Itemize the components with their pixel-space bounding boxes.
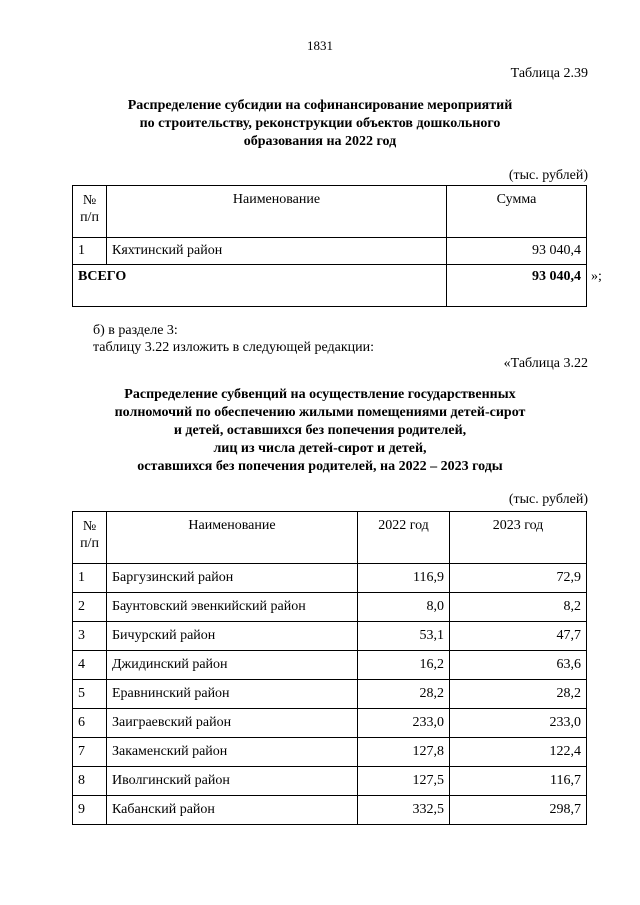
table1-title [60,97,580,151]
header-num [73,186,107,238]
row-y2023: 8,2 [450,593,587,622]
row-y2023: 28,2 [450,680,587,709]
header-num [73,512,107,564]
table1-label: Таблица 2.39 [510,66,588,81]
row-num: 1 [73,564,107,593]
row-num: 6 [73,709,107,738]
row-name: Джидинский район [107,651,358,680]
table1-units: (тыс. рублей) [508,168,588,183]
row-num: 7 [73,738,107,767]
row-num: 2 [73,593,107,622]
total-sum: 93 040,4 [447,265,587,307]
header-num-line2: п/п [80,536,99,551]
table2-title-line: лиц из числа детей-сирот и детей, [213,441,427,456]
row-y2022: 28,2 [358,680,450,709]
table1-title-line: по строительству, реконструкции объектов дошкольного [139,116,501,131]
header-sum: Сумма [447,186,587,238]
row-name: Баргузинский район [107,564,358,593]
header-name: Наименование [107,512,358,564]
table-row [73,680,587,709]
header-num-line1: № [82,193,97,208]
row-name: Еравнинский район [107,680,358,709]
row-num: 4 [73,651,107,680]
total-row [73,265,587,307]
table-row [73,796,587,825]
header-num-line1: № [82,519,97,534]
table-row [73,709,587,738]
row-y2023: 47,7 [450,622,587,651]
page-number: 1831 [307,38,333,53]
table2-title-line: и детей, оставшихся без попечения родителей, [173,423,467,438]
row-y2023: 72,9 [450,564,587,593]
subsidy-table [72,185,587,307]
row-name: Иволгинский район [107,767,358,796]
table1-title-line: образования на 2022 год [243,134,397,149]
table-row [73,238,587,265]
row-num: 8 [73,767,107,796]
header-2022: 2022 год [358,512,450,564]
row-name: Баунтовский эвенкийский район [107,593,358,622]
row-name: Кабанский район [107,796,358,825]
row-name: Закаменский район [107,738,358,767]
row-y2022: 116,9 [358,564,450,593]
row-y2022: 233,0 [358,709,450,738]
table-row [73,622,587,651]
row-y2022: 127,8 [358,738,450,767]
table-row [73,651,587,680]
table2-title-line: полномочий по обеспечению жилыми помещениями детей-сирот [114,405,526,420]
row-y2022: 8,0 [358,593,450,622]
table2-label: «Таблица 3.22 [503,356,588,371]
table2-title-line: Распределение субвенций на осуществление государственных [124,387,516,402]
row-sum: 93 040,4 [447,238,587,265]
row-y2023: 122,4 [450,738,587,767]
row-y2022: 332,5 [358,796,450,825]
row-name: Заиграевский район [107,709,358,738]
table-row [73,738,587,767]
row-y2023: 298,7 [450,796,587,825]
table-row [73,564,587,593]
table-row [73,593,587,622]
total-label: ВСЕГО [73,265,447,307]
row-y2022: 53,1 [358,622,450,651]
row-y2023: 233,0 [450,709,587,738]
row-name: Кяхтинский район [107,238,447,265]
table-header-row [73,512,587,564]
row-num: 3 [73,622,107,651]
table2-title [60,386,580,476]
row-y2022: 127,5 [358,767,450,796]
table2-title-line: оставшихся без попечения родителей, на 2022 – 2023 годы [137,459,503,474]
row-name: Бичурский район [107,622,358,651]
header-2023: 2023 год [450,512,587,564]
row-y2023: 63,6 [450,651,587,680]
header-name: Наименование [107,186,447,238]
table-header-row [73,186,587,238]
row-y2022: 16,2 [358,651,450,680]
table1-title-line: Распределение субсидии на софинансирование мероприятий [127,98,513,113]
table2-units: (тыс. рублей) [508,492,588,507]
subvention-table [72,511,587,825]
row-num: 1 [73,238,107,265]
row-num: 9 [73,796,107,825]
instruction-line: таблицу 3.22 изложить в следующей редакции: [93,340,375,355]
row-num: 5 [73,680,107,709]
instruction-line: б) в разделе 3: [93,323,178,338]
header-num-line2: п/п [80,210,99,225]
closing-quote: »; [591,269,602,284]
table-row [73,767,587,796]
row-y2023: 116,7 [450,767,587,796]
